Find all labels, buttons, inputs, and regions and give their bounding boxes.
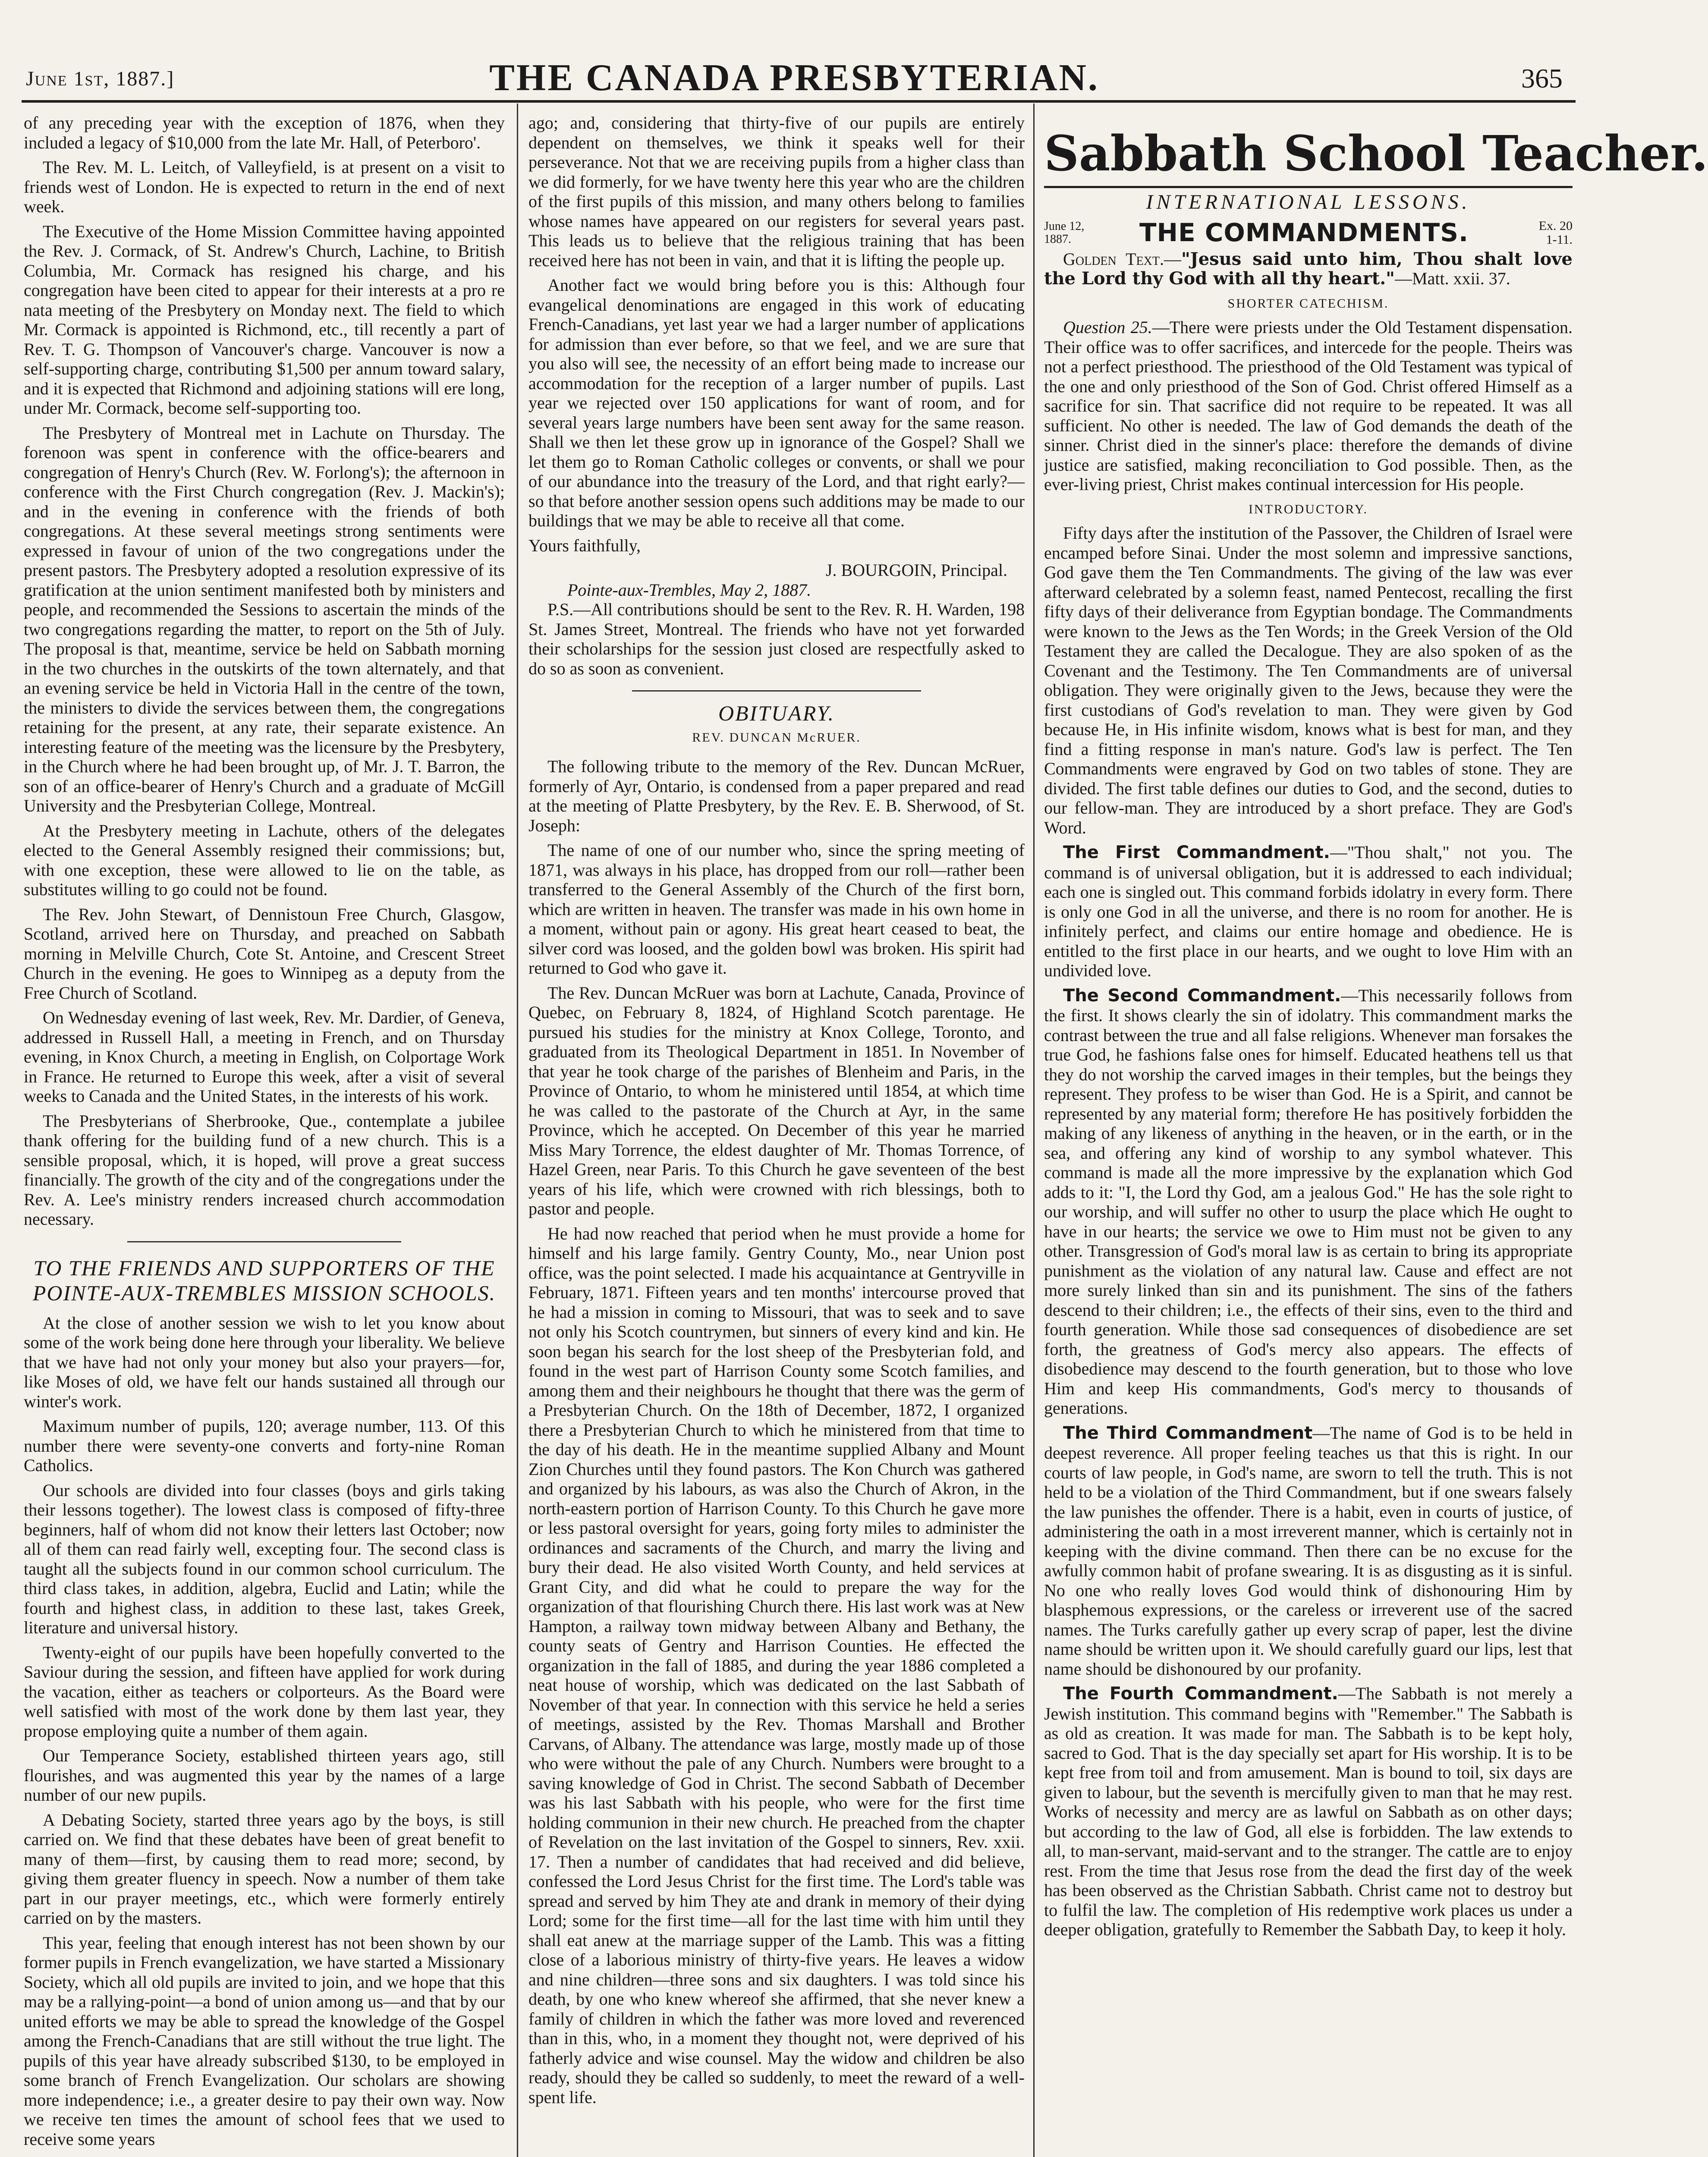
golden-text-ref: —Matt. xxii. 37. xyxy=(1395,269,1510,288)
paragraph: ago; and, considering that thirty-five of our pupils are entirely dependent on themselves, we think it speaks well for their perseverance. Not that we are receiving pupils from a higher class than we did formerly, for we have twenty here this year who are the children of the first pupils of this mission, and many others belong to families whose names have appeared on our registers for several years past. This leads us to believe that the religious training that has been received here has not been in vain, and that it is lifting the people up. xyxy=(528,113,1025,270)
commandment-text: —This necessarily follows from the first. It shows clearly the sin of idolatry. This commandment marks the contrast between the true and all false religions. Whenever man forsakes the true God, he fashions false ones for himself. Educated heathens tell us that they do not worship the carved images in their temples, but the beings they represent. They profess to be wiser than God. He is a Spirit, and cannot be represented by any material form; therefore He has positively forbidden the making of any likeness of anything in the heaven, or in the earth, or in the sea, and offering any kind of worship to any symbol whatever. This command is made all the more impressive by the explanation which God adds to it: "I, the Lord thy God, am a jealous God." He has the sole right to our worship, and will suffer no other to usurp the place which He ought to have in our hearts; the service we owe to Him must not be given to any other. Transgression of God's moral law is as certain to bring its appropriate punishment as the violation of any natural law. Cause and effect are not more surely linked than sin and its punishment. The sins of the fathers descend to their children; i.e., the effects of their sins, even to the third and fourth generation. While those sad consequences of disobedience are set forth, the greatness of God's mercy also appears. The effects of disobedience may descend to the fourth generation, but to those who love Him and keep His commandments, God's mercy to thousands of generations. xyxy=(1044,985,1573,1418)
paragraph: The following tribute to the memory of the Rev. Duncan McRuer, formerly of Ayr, Ontario, is condensed from a paper prepared and read at the meeting of Platte Presbytery, by the Rev. E. B. Sherwood, of St. Joseph: xyxy=(528,757,1025,835)
commandment-text: —"Thou shalt," not you. The command is of universal obligation, but it is addressed to each individual; each one is singled out. This command forbids idolatry in every form. There is only one God in all the universe, and there is no room for another. He is infinitely perfect, and claims our entire homage and obedience. He is entitled to the first place in our hearts, and we ought to love Him with an undivided love. xyxy=(1044,843,1573,980)
paragraph: The Presbyterians of Sherbrooke, Que., contemplate a jubilee thank offering for the building fund of a new church. This is a sensible proposal, which, it is hoped, will prove a great success financially. The growth of the city and of the congregations under the Rev. A. Lee's ministry renders increased church accommodation necessary. xyxy=(24,1111,505,1229)
paragraph: At the Presbytery meeting in Lachute, others of the delegates elected to the General Assembly resigned their commissions; but, with one exception, these were allowed to lie on the table, as substitutes willing to go could not be found. xyxy=(24,821,505,899)
lesson-date: June 12, 1887. xyxy=(1044,219,1085,246)
paragraph: The Rev. M. L. Leitch, of Valleyfield, is at present on a visit to friends west of London. He is expected to return in the end of next week. xyxy=(24,157,505,216)
paragraph: On Wednesday evening of last week, Rev. Mr. Dardier, of Geneva, addressed in Russell Hall, a meeting in French, and on Thursday evening, in Knox Church, a meeting in English, on Colportage Work in France. He returned to Europe this week, after a visit of several weeks to Canada and the United States, in the interests of his work. xyxy=(24,1008,505,1106)
question-label: Question 25. xyxy=(1063,318,1152,337)
publication-title: THE CANADA PRESBYTERIAN. xyxy=(489,57,1099,99)
question-text: —There were priests under the Old Testament dispensation. Their office was to offer sacrifices, and intercede for the people. Theirs was not a perfect priesthood. The priesthood of the Old Testament was typical of the one and only priesthood of the Son of God. Christ offered Himself as a sacrifice for sin. That sacrifice did not require to be repeated. It was all sufficient. No other is needed. The law of God demands the death of the sinner. Christ died in the sinner's place: therefore the demands of divine justice are satisfied, making reconciliation to God possible. Then, as the ever-living priest, Christ makes continual intercession for His people. xyxy=(1044,318,1573,494)
running-header xyxy=(17,54,1571,101)
paragraph: of any preceding year with the exception of 1876, when they included a legacy of $10,000 from the late Mr. Hall, of Peterboro'. xyxy=(24,113,505,152)
lesson-title: THE COMMANDMENTS. xyxy=(1139,217,1469,247)
paragraph: The Rev. Duncan McRuer was born at Lachute, Canada, Province of Quebec, on February 8, 1824, of Highland Scotch parentage. He pursued his studies for the ministry at Knox College, Toronto, and graduated from its Theological Department in 1851. In November of that year he took charge of the parishes of Blenheim and Paris, in the Province of Ontario, to whom he ministered until 1854, at which time he was called to the pastorate of the Church at Ayr, in the same Province, which he accepted. On December of this year he married Miss Mary Torrence, the eldest daughter of Mr. Thomas Torrence, of Hazel Green, near Paris. To this Church he gave seventeen of the best years of his life, which were crowned with rich blessings, both to pastor and people. xyxy=(528,983,1025,1218)
column-2 xyxy=(528,113,1025,2157)
commandment-title: The Third Commandment xyxy=(1063,1423,1313,1443)
commandment-1 xyxy=(1044,843,1573,981)
section-heading: Sabbath School Teacher. xyxy=(1044,126,1708,182)
commandment-3 xyxy=(1044,1423,1573,1679)
paragraph: This year, feeling that enough interest has not been shown by our former pupils in French evangelization, we have started a Missionary Society, which all old pupils are invited to join, and we hope that this may be a rallying-point—a bond of union among us—and that by our united efforts we may be able to spread the knowledge of the Gospel among the French-Canadians that are still without the true light. The pupils of this year have already subscribed $130, to be employed in some branch of French Evangelization. Our scholars are showing more independence; i.e., a greater desire to pay their own way. Now we receive ten times the amount of school fees that we used to receive some years xyxy=(24,1933,505,2149)
letter-dateline: Pointe-aux-Trembles, May 2, 1887. xyxy=(567,580,812,600)
column-3 xyxy=(1044,113,1708,2157)
paragraph: The name of one of our number who, since the spring meeting of 1871, was always in his place, has dropped from our roll—rather been transferred to the General Assembly of the Church of the first born, which are written in heaven. The transfer was made in his own home in a moment, without pain or agony. His great heart ceased to beat, the silver cord was loosed, and the golden bowl was broken. His spirit had returned to God who gave it. xyxy=(528,840,1025,978)
paragraph: Maximum number of pupils, 120; average number, 113. Of this number there were seventy-one converts and forty-nine Roman Catholics. xyxy=(24,1416,505,1475)
paragraph: Another fact we would bring before you is this: Although four evangelical denominations are engaged in this work of educating French-Canadians, yet last year we had a larger number of applications for admission than ever before, so that we feel, and we are sure that you also will see, the necessity of an effort being made to increase our accommodation for the reception of a larger number of pupils. Last year we rejected over 150 applications for want of room, and for several years large numbers have been sent away for the same reason. Shall we then let these grow up in ignorance of the Gospel? Shall we let them go to Roman Catholic colleges or convents, or shall we pour of our abundance into the treasury of the Lord, and that right early?—so that before another session opens such additions may be made to our buildings that we may be able to receive all that come. xyxy=(528,275,1025,530)
golden-text-quote: "Jesus said unto him, Thou shalt love the Lord thy God with all thy heart." xyxy=(1044,248,1573,289)
paragraph: At the close of another session we wish to let you know about some of the work being done here through your liberality. We believe that we have had not only your money but also your prayers—for, like Moses of old, we have felt our hands sustained all through our winter's work. xyxy=(24,1313,505,1411)
commandment-2 xyxy=(1044,986,1573,1418)
commandment-text: —The name of God is to be held in deepest reverence. All proper feeling teaches us that this is right. In our courts of law people, in God's name, are sworn to tell the truth. This is not held to be a violation of the Third Commandment, but if one swears falsely the law punishes the offender. There is a habit, even in courts of justice, of administering the oath in a most irreverent manner, which is certainly not in keeping with the divine command. Then there can be no excuse for the awfully common habit of profane swearing. It is as disgusting as it is sinful. No one who really loves God would think of dishonouring Him by blasphemous expressions, or the careless or irreverent use of the sacred names. The Turks carefully gather up every scrap of paper, lest the divine name should be written upon it. We should carefully guard our lips, lest that name should be dishonoured by our profanity. xyxy=(1044,1423,1573,1679)
header-rule xyxy=(22,100,1576,103)
paragraph: He had now reached that period when he must provide a home for himself and his large family. Gentry County, Mo., near Union post office, was the point selected. I made his acquaintance at Gentryville in February, 1871. Fifteen years and ten months' intercourse proved that he had a mission in coming to Missouri, that was to seek and to save not only his Scotch countrymen, but sinners of every kind and kin. He soon began his search for the lost sheep of the Presbyterian fold, and found in the west part of Harrison County some Scotch families, and among them and their neighbours he thought that there was the germ of a Presbyterian Church. On the 18th of December, 1872, I organized there a Presbyterian Church to which he ministered from that time to the day of his death. He in the meantime supplied Albany and Mount Zion Churches until they found pastors. The Kon Church was gathered and organized by his labours, as was also the Church of Akron, in the north-eastern portion of Harrison County. To this Church he gave more or less pastoral oversight for years, going forty miles to administer the ordinances and sacraments of the Church, and marry the living and bury their dead. He also visited Worth County, and held services at Grant City, and did what he could to prepare the way for the organization of that flourishing Church there. His last work was at New Hampton, a railway town midway between Albany and Bethany, the county seats of Gentry and Harrison Counties. He effected the organization in the fall of 1885, and during the year 1886 completed a neat house of worship, which was dedicated on the last Sabbath of November of that year. In connection with this service he held a series of meetings, assisted by the Rev. Thomas Marshall and Brother Carvans, of Albany. The attendance was large, mostly made up of those who were without the pale of any Church. Numbers were brought to a saving knowledge of God in Christ. The second Sabbath of December was his last Sabbath with his people, who were for the first time holding communion in their new church. He preached from the chapter of Revelation on the last invitation of the Gospel to sinners, Rev. xxii. 17. Then a number of candidates that had received and did believe, confessed the Lord Jesus Christ for the first time. The Lord's table was spread and served by him They ate and drank in memory of their dying Lord; some for the first time—all for the last time with him until they shall eat anew at the marriage supper of the Lamb. This was a fitting close of a laborious ministry of thirty-five years. He leaves a widow and nine children—three sons and six daughters. I was told since his death, by one who knew whereof she affirmed, that she never knew a family of children in which the father was more loved and reverenced than in this, who, in a moment they thought not, were deprived of his fatherly advice and wise counsel. May the widow and children be also ready, should they be called so suddenly, to meet the reward of a well-spent life. xyxy=(528,1223,1025,2107)
paragraph: The Rev. John Stewart, of Dennistoun Free Church, Glasgow, Scotland, arrived here on Thursday, and preached on Sabbath morning in Melville Church, Cote St. Antoine, and Crescent Street Church in the evening. He goes to Winnipeg as a deputy from the Free Church of Scotland. xyxy=(24,904,505,1003)
lesson-reference: Ex. 20 1-11. xyxy=(1538,218,1573,247)
paragraph: Our Temperance Society, established thirteen years ago, still flourishes, and was augmented this year by the names of a large number of our new pupils. xyxy=(24,1746,505,1805)
commandment-text: —The Sabbath is not merely a Jewish institution. This command begins with "Remember." The Sabbath is as old as creation. It was made for man. The Sabbath is to be kept holy, sacred to God. That is the day specially set apart for His worship. It is to be kept free from toil and from amusement. Man is bound to toil, six days are given to labour, but the seventh is mercifully given to man that he may rest. Works of necessity and mercy are as lawful on Sabbath as on other days; but according to the law of God, all else is forbidden. The law extends to all, to man-servant, maid-servant and to the stranger. The cattle are to enjoy rest. From the time that Jesus rose from the dead the first day of the week has been observed as the Christian Sabbath. Christ came not to destroy but to fulfil the law. The completion of His redemptive work places us under a deeper obligation, gratefully to Remember the Sabbath Day, to keep it holy. xyxy=(1044,1684,1573,1939)
heading-rule xyxy=(1044,186,1573,188)
golden-text xyxy=(1044,249,1573,289)
letter-signature: J. BOURGOIN, Principal. xyxy=(825,560,1007,580)
commandment-title: The First Commandment. xyxy=(1063,843,1330,862)
section-divider xyxy=(632,690,921,692)
lessons-subheading: INTERNATIONAL LESSONS. xyxy=(1146,191,1471,214)
obituary-subtitle: REV. DUNCAN McRUER. xyxy=(692,730,861,745)
commandment-title: The Fourth Commandment. xyxy=(1063,1684,1338,1704)
lesson-header xyxy=(1044,219,1573,247)
issue-date: June 1st, 1887.] xyxy=(26,67,175,90)
article-title: TO THE FRIENDS AND SUPPORTERS OF THE POINTE-AUX-TREMBLES MISSION SCHOOLS. xyxy=(32,1255,496,1305)
golden-text-label: Golden Text.— xyxy=(1063,249,1181,269)
page-number: 365 xyxy=(1521,63,1563,94)
paragraph: The Executive of the Home Mission Committee having appointed the Rev. J. Cormack, of St. Andrew's Church, Lachine, to British Columbia, Mr. Cormack has resigned his charge, and his congregation have been cited to appear for their interests at a pro re nata meeting of the Presbytery on Monday next. The field to which Mr. Cormack is appointed is Richmond, etc., till recently a part of Rev. T. G. Thompson of Vancouver's charge. Vancouver is now a self-supporting charge, contributing $1,500 per annum toward salary, and it is expected that Richmond and adjoining stations will ere long, under Mr. Cormack, become self-supporting too. xyxy=(24,221,505,418)
obituary-title: OBITUARY. xyxy=(718,701,835,725)
catechism-heading: SHORTER CATECHISM. xyxy=(1227,296,1389,311)
paragraph: The Presbytery of Montreal met in Lachute on Thursday. The forenoon was spent in conference with the office-bearers and congregation of Henry's Church (Rev. W. Forlong's); the afternoon in conference with the First Church congregation (Rev. J. Mackin's); and in the evening in conference with the friends of both congregations. At these several meetings strong sentiments were expressed in favour of union of the two congregations under the present pastors. The Presbytery adopted a resolution expressive of its gratification at the union sentiment manifested both by ministers and people, and recommended the Sessions to ascertain the minds of the two congregations regarding the matter, to report on the 5th of July. The proposal is that, meantime, service be held on Sabbath morning in the two churches in the outskirts of the town alternately, and that an evening service be held in Victoria Hall in the centre of the town, the ministers to divide the services between them, the congregations retaining for the present, at any rate, their separate existence. An interesting feature of the meeting was the licensure by the Presbytery, in the Church where he had been brought up, of Mr. J. T. Barron, the son of an office-bearer of Henry's Church and a graduate of McGill University and the Presbyterian College, Montreal. xyxy=(24,423,505,815)
paragraph: Fifty days after the institution of the Passover, the Children of Israel were encamped before Sinai. Under the most solemn and impressive sanctions, God gave them the Ten Commandments. The giving of the law was ever afterward celebrated by a solemn feast, named Pentecost, recalling the first fifty days of their deliverance from Egyptian bondage. The Commandments were known to the Jews as the Ten Words; in the Greek Version of the Old Testament they are called the Decalogue. They are also spoken of as the Covenant and the Testimony. The Ten Commandments are of universal obligation. They were originally given to the Jews, because they were the first custodians of God's revelation to man. They were given by God because He, in His infinite wisdom, knows what is best for man, and they find a fitting response in man's nature. God's law is perfect. The Ten Commandments were engraved by God on two tables of stone. They are divided. The first table defines our duties to God, and the second, duties to our fellow-man. They are introduced by a short preface. They are God's Word. xyxy=(1044,523,1573,837)
column-rule xyxy=(517,104,518,2157)
commandment-4 xyxy=(1044,1684,1573,1940)
postscript: P.S.—All contributions should be sent to the Rev. R. H. Warden, 198 St. James Street, Montreal. The friends who have not yet forwarded their scholarships for the session just closed are respectfully asked to do so as soon as convenient. xyxy=(528,600,1025,678)
commandment-title: The Second Commandment. xyxy=(1063,985,1341,1006)
introductory-heading: INTRODUCTORY. xyxy=(1248,502,1368,516)
column-1 xyxy=(24,113,505,2157)
paragraph: Our schools are divided into four classes (boys and girls taking their lessons together). The lowest class is composed of fifty-three beginners, half of whom did not know their letters last October; now all of them can read fairly well, excepting four. The second class is taught all the subjects found in our common school curriculum. The third class takes, in addition, algebra, Euclid and Latin; while the fourth and highest class, in addition to these last, takes Greek, literature and universal history. xyxy=(24,1480,505,1637)
column-rule xyxy=(1033,104,1035,2157)
section-divider xyxy=(127,1241,401,1242)
catechism-question xyxy=(1044,318,1573,494)
paragraph: A Debating Society, started three years ago by the boys, is still carried on. We find that these debates have been of great benefit to many of them—first, by causing them to read more; second, by giving them greater fluency in speech. Now a number of them take part in our prayer meetings, etc., which were formerly entirely carried on by the masters. xyxy=(24,1810,505,1927)
paragraph: Twenty-eight of our pupils have been hopefully converted to the Saviour during the session, and fifteen have applied for work during the vacation, either as teachers or colporteurs. As the Board were well satisfied with most of the work done by them last year, they propose employing quite a number of them again. xyxy=(24,1642,505,1741)
letter-signoff: Yours faithfully, xyxy=(528,535,641,555)
